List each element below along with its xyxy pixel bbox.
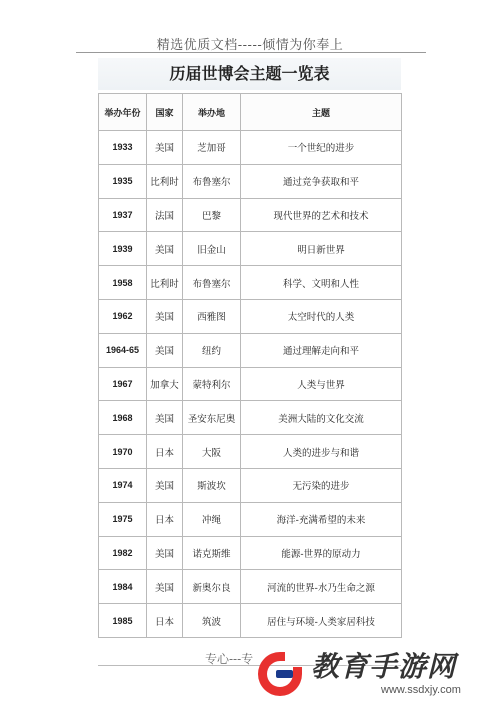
cell-year: 1985 — [99, 604, 147, 638]
table-row — [99, 604, 402, 638]
cell-year: 1964-65 — [99, 333, 147, 367]
cell-country: 美国 — [147, 468, 183, 502]
cell-country: 美国 — [147, 232, 183, 266]
cell-year: 1937 — [99, 198, 147, 232]
cell-country: 日本 — [147, 604, 183, 638]
expo-themes-table — [98, 93, 402, 638]
cell-theme: 人类与世界 — [241, 367, 402, 401]
cell-city: 斯波坎 — [183, 468, 241, 502]
cell-city: 圣安东尼奥 — [183, 401, 241, 435]
cell-city: 大阪 — [183, 435, 241, 469]
watermark-logo-icon — [255, 649, 305, 699]
cell-country: 加拿大 — [147, 367, 183, 401]
cell-city: 冲绳 — [183, 502, 241, 536]
cell-theme: 科学、文明和人性 — [241, 266, 402, 300]
table-row — [99, 435, 402, 469]
column-header-country: 国家 — [147, 94, 183, 131]
cell-country: 美国 — [147, 401, 183, 435]
cell-country: 美国 — [147, 570, 183, 604]
cell-country: 日本 — [147, 502, 183, 536]
cell-year: 1939 — [99, 232, 147, 266]
cell-city: 新奥尔良 — [183, 570, 241, 604]
table-row — [99, 401, 402, 435]
cell-theme: 人类的进步与和谐 — [241, 435, 402, 469]
cell-country: 美国 — [147, 299, 183, 333]
cell-city: 诺克斯维 — [183, 536, 241, 570]
table-row — [99, 198, 402, 232]
cell-city: 旧金山 — [183, 232, 241, 266]
cell-theme: 现代世界的艺术和技术 — [241, 198, 402, 232]
cell-theme: 太空时代的人类 — [241, 299, 402, 333]
table-row — [99, 299, 402, 333]
cell-country: 法国 — [147, 198, 183, 232]
table-row — [99, 164, 402, 198]
cell-city: 芝加哥 — [183, 131, 241, 165]
cell-city: 布鲁塞尔 — [183, 266, 241, 300]
cell-city: 布鲁塞尔 — [183, 164, 241, 198]
cell-country: 日本 — [147, 435, 183, 469]
cell-theme: 美洲大陆的文化交流 — [241, 401, 402, 435]
page-header-text: 精选优质文档-----倾情为你奉上 — [156, 38, 344, 53]
cell-country: 美国 — [147, 536, 183, 570]
cell-country: 美国 — [147, 131, 183, 165]
cell-year: 1935 — [99, 164, 147, 198]
table-row — [99, 367, 402, 401]
cell-city: 筑波 — [183, 604, 241, 638]
cell-year: 1975 — [99, 502, 147, 536]
cell-theme: 海洋-充满希望的未来 — [241, 502, 402, 536]
cell-theme: 通过理解走向和平 — [241, 333, 402, 367]
cell-year: 1967 — [99, 367, 147, 401]
column-header-theme: 主题 — [241, 94, 402, 131]
column-header-year: 举办年份 — [99, 94, 147, 131]
cell-country: 美国 — [147, 333, 183, 367]
cell-theme: 明日新世界 — [241, 232, 402, 266]
cell-theme: 河流的世界-水乃生命之源 — [241, 570, 402, 604]
page-footer-text: 专心---专 — [205, 652, 254, 666]
cell-city: 巴黎 — [183, 198, 241, 232]
cell-theme: 通过竞争获取和平 — [241, 164, 402, 198]
cell-year: 1984 — [99, 570, 147, 604]
cell-year: 1970 — [99, 435, 147, 469]
watermark-site-url: www.ssdxjy.com — [381, 684, 461, 696]
cell-country: 比利时 — [147, 266, 183, 300]
watermark-site-name: 教育手游网 — [311, 650, 457, 683]
cell-theme: 一个世纪的进步 — [241, 131, 402, 165]
header-divider — [76, 52, 426, 53]
cell-theme: 能源-世界的原动力 — [241, 536, 402, 570]
cell-city: 西雅图 — [183, 299, 241, 333]
cell-year: 1968 — [99, 401, 147, 435]
table-row — [99, 570, 402, 604]
table-row — [99, 468, 402, 502]
cell-city: 蒙特利尔 — [183, 367, 241, 401]
column-header-city: 举办地 — [183, 94, 241, 131]
cell-theme: 居住与环境-人类家居科技 — [241, 604, 402, 638]
cell-year: 1962 — [99, 299, 147, 333]
table-row — [99, 502, 402, 536]
document-title: 历届世博会主题一览表 — [98, 58, 401, 90]
table-header-row — [99, 94, 402, 131]
cell-year: 1933 — [99, 131, 147, 165]
cell-city: 纽约 — [183, 333, 241, 367]
cell-year: 1958 — [99, 266, 147, 300]
table-row — [99, 536, 402, 570]
table-row — [99, 333, 402, 367]
table-body — [99, 131, 402, 638]
cell-theme: 无污染的进步 — [241, 468, 402, 502]
table-row — [99, 266, 402, 300]
cell-year: 1982 — [99, 536, 147, 570]
cell-country: 比利时 — [147, 164, 183, 198]
table-row — [99, 131, 402, 165]
site-watermark — [255, 644, 495, 704]
cell-year: 1974 — [99, 468, 147, 502]
table-row — [99, 232, 402, 266]
